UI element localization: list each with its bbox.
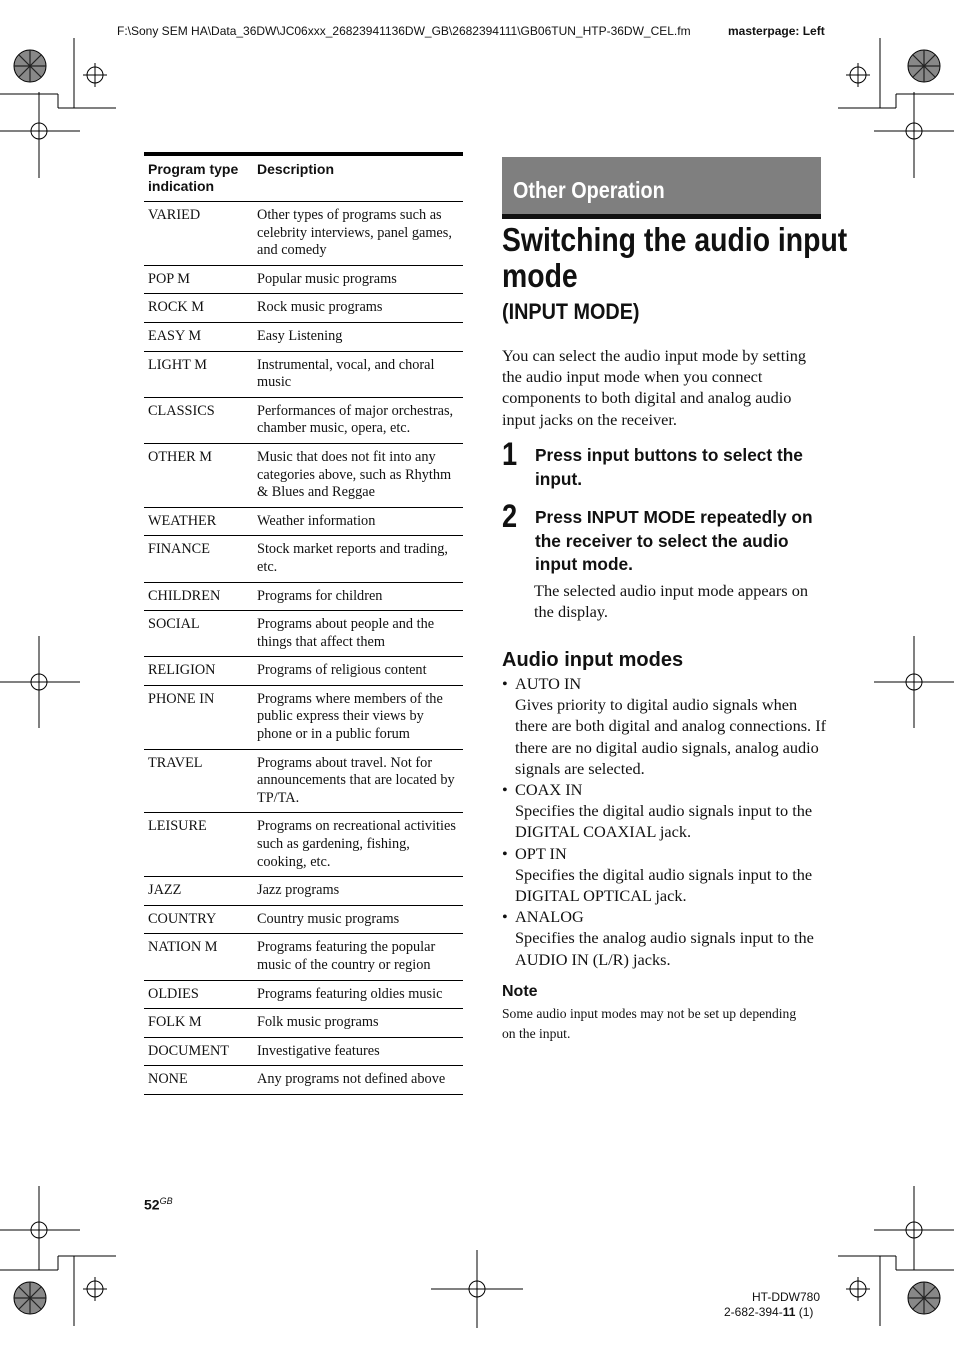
table-row	[144, 443, 463, 507]
bullet: •	[502, 907, 508, 927]
description-cell: Programs on recreational activities such as gardening, fishing, cooking, etc.	[253, 813, 463, 877]
program-type-cell: PHONE IN	[144, 685, 253, 749]
mode-name: AUTO IN	[515, 674, 582, 693]
mode-item-auto-in	[502, 673, 828, 779]
table-row	[144, 1037, 463, 1066]
program-type-cell: FOLK M	[144, 1009, 253, 1038]
program-type-cell: RELIGION	[144, 657, 253, 686]
file-path: F:\Sony SEM HA\Data_36DW\JC06xxx_26823941136DW_GB\2682394111\GB06TUN_HTP-36DW_CEL.fm	[117, 24, 691, 38]
program-type-cell: LEISURE	[144, 813, 253, 877]
model-number: HT-DDW780	[752, 1290, 821, 1304]
description-cell: Easy Listening	[253, 322, 463, 351]
step-2-number: 2	[502, 498, 518, 534]
note-heading: Note	[502, 983, 538, 1000]
table-row	[144, 397, 463, 443]
program-type-cell: OTHER M	[144, 443, 253, 507]
table-row	[144, 877, 463, 906]
document-code-bold: 11	[782, 1305, 796, 1319]
section-banner	[502, 157, 821, 219]
program-type-cell: SOCIAL	[144, 611, 253, 657]
description-cell: Music that does not fit into any categories above, such as Rhythm & Blues and Reggae	[253, 443, 463, 507]
program-type-cell: TRAVEL	[144, 749, 253, 813]
program-type-cell: VARIED	[144, 202, 253, 266]
table-row	[144, 813, 463, 877]
table-body	[144, 202, 463, 1095]
table-row	[144, 905, 463, 934]
step-2-text: Press INPUT MODE repeatedly on the receiver to select the audio input mode.	[535, 507, 813, 574]
mode-item-opt-in	[502, 843, 828, 907]
page-number-suffix: GB	[159, 1196, 173, 1206]
description-cell: Programs of religious content	[253, 657, 463, 686]
document-code-suffix: (1)	[795, 1305, 814, 1319]
program-type-cell: CHILDREN	[144, 582, 253, 611]
description-cell: Folk music programs	[253, 1009, 463, 1038]
masterpage-label: masterpage: Left	[728, 24, 825, 38]
program-type-table	[144, 152, 463, 1095]
description-cell: Stock market reports and trading, etc.	[253, 536, 463, 582]
mode-item-coax-in	[502, 779, 828, 843]
table-header-description: Description	[253, 154, 463, 202]
table-row	[144, 582, 463, 611]
document-code-prefix: 2-682-394-	[724, 1305, 783, 1319]
program-type-cell: COUNTRY	[144, 905, 253, 934]
table-row	[144, 657, 463, 686]
table-row	[144, 1066, 463, 1095]
table-header-program-type: Program type indication	[144, 154, 253, 202]
description-cell: Country music programs	[253, 905, 463, 934]
page-number-value: 52	[144, 1196, 160, 1213]
bullet: •	[502, 780, 508, 800]
program-type-cell: NONE	[144, 1066, 253, 1095]
table-row	[144, 749, 463, 813]
description-cell: Investigative features	[253, 1037, 463, 1066]
mode-description: Specifies the digital audio signals input to the DIGITAL OPTICAL jack.	[515, 864, 813, 906]
description-cell: Performances of major orchestras, chamber music, opera, etc.	[253, 397, 463, 443]
table-row	[144, 202, 463, 266]
description-cell: Programs for children	[253, 582, 463, 611]
program-type-cell: LIGHT M	[144, 351, 253, 397]
table-row	[144, 265, 463, 294]
table-row	[144, 980, 463, 1009]
mode-description: Specifies the digital audio signals input to the DIGITAL COAXIAL jack.	[515, 801, 813, 842]
mode-name: COAX IN	[515, 780, 583, 800]
table-row	[144, 536, 463, 582]
program-type-cell: FINANCE	[144, 536, 253, 582]
bullet: •	[502, 674, 508, 693]
description-cell: Instrumental, vocal, and choral music	[253, 351, 463, 397]
table-header-row	[144, 154, 463, 202]
step-1-number: 1	[502, 436, 518, 472]
bullet: •	[502, 843, 508, 863]
table-row	[144, 934, 463, 980]
program-type-cell: NATION M	[144, 934, 253, 980]
program-type-cell: OLDIES	[144, 980, 253, 1009]
description-cell: Jazz programs	[253, 877, 463, 906]
description-cell: Other types of programs such as celebrity interviews, panel games, and comedy	[253, 202, 463, 266]
description-cell: Programs about travel. Not for announcements that are located by TP/TA.	[253, 749, 463, 813]
description-cell: Programs featuring the popular music of the country or region	[253, 934, 463, 980]
page-number	[144, 1196, 173, 1213]
description-cell: Popular music programs	[253, 265, 463, 294]
table-row	[144, 611, 463, 657]
program-type-cell: DOCUMENT	[144, 1037, 253, 1066]
mode-description: Gives priority to digital audio signals when there are both digital and analog connections. If there are no digital audio signals, analog audio signals are selected.	[515, 695, 827, 778]
step-1-text: Press input buttons to select the input.	[535, 445, 803, 489]
page-subtitle: (INPUT MODE)	[502, 299, 640, 324]
step-2-note: The selected audio input mode appears on the display.	[534, 581, 808, 622]
table-row	[144, 685, 463, 749]
program-type-cell: JAZZ	[144, 877, 253, 906]
description-cell: Weather information	[253, 507, 463, 536]
table-row	[144, 351, 463, 397]
table-row	[144, 322, 463, 351]
program-type-cell: WEATHER	[144, 507, 253, 536]
description-cell: Rock music programs	[253, 294, 463, 323]
table-row	[144, 1009, 463, 1038]
section-banner-label: Other Operation	[513, 177, 665, 203]
program-type-cell: CLASSICS	[144, 397, 253, 443]
page-title: Switching the audio input mode	[502, 221, 848, 294]
description-cell: Programs featuring oldies music	[253, 980, 463, 1009]
note-text: Some audio input modes may not be set up depending on the input.	[502, 1006, 797, 1041]
description-cell: Any programs not defined above	[253, 1066, 463, 1095]
program-type-cell: EASY M	[144, 322, 253, 351]
document-code	[724, 1305, 813, 1319]
description-cell: Programs about people and the things that affect them	[253, 611, 463, 657]
program-type-cell: ROCK M	[144, 294, 253, 323]
mode-description: Specifies the analog audio signals input to the AUDIO IN (L/R) jacks.	[515, 928, 814, 969]
description-cell: Programs where members of the public express their views by phone or in a public forum	[253, 685, 463, 749]
mode-name: ANALOG	[515, 907, 584, 927]
mode-name: OPT IN	[515, 843, 567, 863]
mode-item-analog	[502, 906, 828, 970]
modes-list	[502, 673, 828, 970]
intro-paragraph: You can select the audio input mode by setting the audio input mode when you connect components to both digital and analog audio input jacks on the receiver.	[502, 346, 807, 429]
program-type-cell: POP M	[144, 265, 253, 294]
modes-heading: Audio input modes	[502, 649, 684, 671]
table-row	[144, 294, 463, 323]
table-row	[144, 507, 463, 536]
